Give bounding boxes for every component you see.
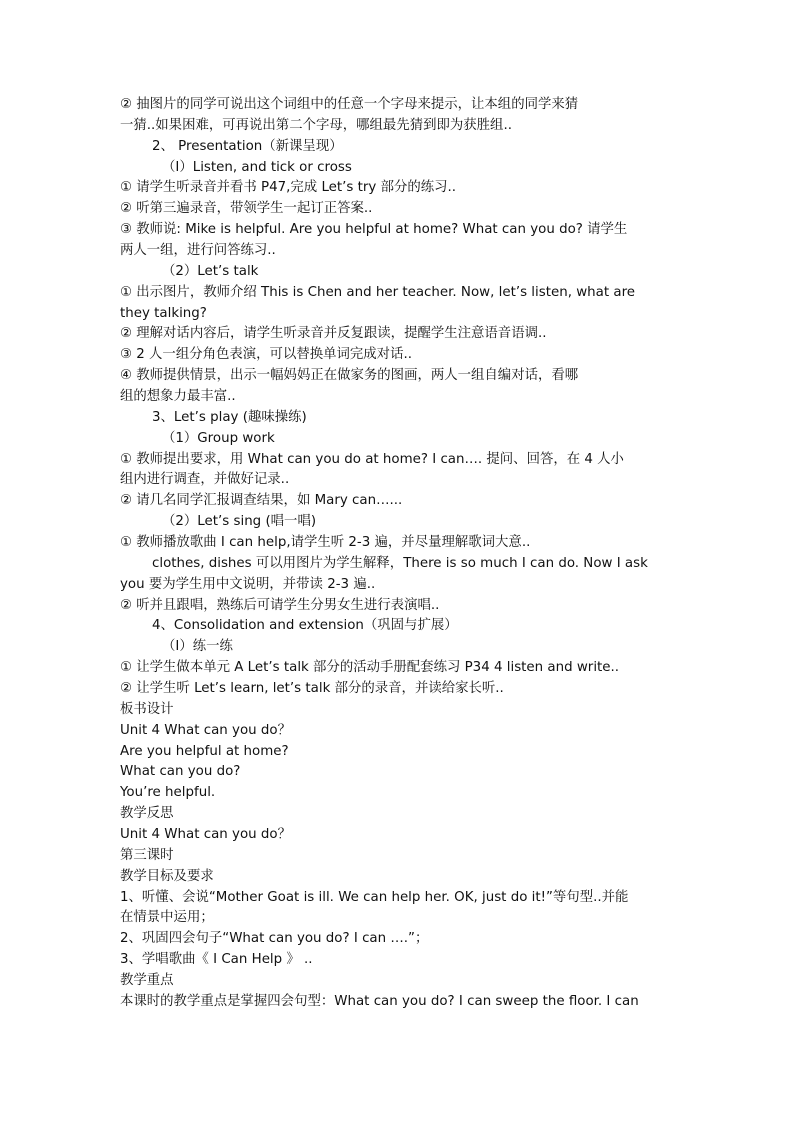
text-line: 在情景中运用； bbox=[120, 910, 214, 925]
heading-reflection: 教学反思 bbox=[120, 806, 174, 821]
heading-key-points: 教学重点 bbox=[120, 973, 174, 988]
text-line: ③ 教师说: Mike is helpful. Are you helpful at home? What can you do? 请学生 bbox=[120, 222, 628, 237]
text-line: ① 教师提出要求，用 What can you do at home? I can…. 提问、回答，在 4 人小 bbox=[120, 452, 624, 467]
text-line: ② 请几名同学汇报调查结果，如 Mary can…... bbox=[120, 493, 403, 508]
text-line: ① 让学生做本单元 A Let’s talk 部分的活动手册配套练习 P34 4 listen and write.. bbox=[120, 660, 620, 675]
text-line: ① 出示图片，教师介绍 This is Chen and her teacher. Now, let’s listen, what are bbox=[120, 285, 636, 300]
heading-objectives: 教学目标及要求 bbox=[120, 869, 214, 884]
subsection-heading: （1）Group work bbox=[162, 431, 275, 446]
text-line: 两人一组，进行问答练习.. bbox=[120, 243, 276, 258]
text-line: you 要为学生用中文说明，并带读 2-3 遍.. bbox=[120, 577, 376, 592]
subsection-heading: （2）Let’s sing (唱一唱) bbox=[162, 514, 317, 529]
heading-board-design: 板书设计 bbox=[120, 702, 174, 717]
section-heading: 2、 Presentation（新课呈现） bbox=[152, 139, 343, 154]
heading-third-lesson: 第三课时 bbox=[120, 848, 174, 863]
subsection-heading: （I）练一练 bbox=[162, 639, 233, 654]
section-heading: 4、Consolidation and extension（巩固与扩展） bbox=[152, 618, 458, 633]
text-line: Are you helpful at home? bbox=[120, 744, 289, 759]
text-line: they talking? bbox=[120, 306, 207, 321]
text-line: ② 抽图片的同学可说出这个词组中的任意一个字母来提示，让本组的同学来猜 bbox=[120, 97, 579, 112]
text-line: ④ 教师提供情景，出示一幅妈妈正在做家务的图画，两人一组自编对话，看哪 bbox=[120, 368, 579, 383]
text-line: 2、巩固四会句子“What can you do? I can ….”； bbox=[120, 931, 429, 946]
text-line: ② 让学生听 Let’s learn, let’s talk 部分的录音，并读给家长听.. bbox=[120, 681, 504, 696]
subsection-heading: （2）Let’s talk bbox=[162, 264, 259, 279]
text-line: 一猜..如果困难，可再说出第二个字母，哪组最先猜到即为获胜组.. bbox=[120, 118, 512, 133]
text-line: 组内进行调查，并做好记录.. bbox=[120, 472, 290, 487]
text-line: ③ 2 人一组分角色表演，可以替换单词完成对话.. bbox=[120, 347, 412, 362]
text-line: 组的想象力最丰富.. bbox=[120, 389, 236, 404]
section-heading: 3、Let’s play (趣味操练) bbox=[152, 410, 307, 425]
text-line: ② 听并且跟唱，熟练后可请学生分男女生进行表演唱.. bbox=[120, 598, 440, 613]
text-line: 1、听懂、会说“Mother Goat is ill. We can help her. OK, just do it!”等句型..并能 bbox=[120, 890, 629, 905]
subsection-heading: （I）Listen, and tick or cross bbox=[162, 160, 352, 175]
text-line: ① 请学生听录音并看书 P47,完成 Let’s try 部分的练习.. bbox=[120, 180, 457, 195]
text-line: 3、学唱歌曲《 I Can Help 》 .. bbox=[120, 952, 313, 967]
text-line: 本课时的教学重点是掌握四会句型：What can you do? I can sweep the floor. I can bbox=[120, 994, 639, 1009]
text-line: ① 教师播放歌曲 I can help,请学生听 2-3 遍，并尽量理解歌词大意.. bbox=[120, 535, 531, 550]
text-line: Unit 4 What can you do？ bbox=[120, 827, 291, 842]
text-line: What can you do? bbox=[120, 764, 241, 779]
text-line: Unit 4 What can you do？ bbox=[120, 723, 291, 738]
text-line: You’re helpful. bbox=[120, 785, 216, 800]
text-line: ② 理解对话内容后，请学生听录音并反复跟读，提醒学生注意语音语调.. bbox=[120, 326, 547, 341]
text-line: clothes, dishes 可以用图片为学生解释，There is so much I can do. Now I ask bbox=[152, 556, 648, 571]
text-line: ② 听第三遍录音，带领学生一起订正答案.. bbox=[120, 201, 373, 216]
